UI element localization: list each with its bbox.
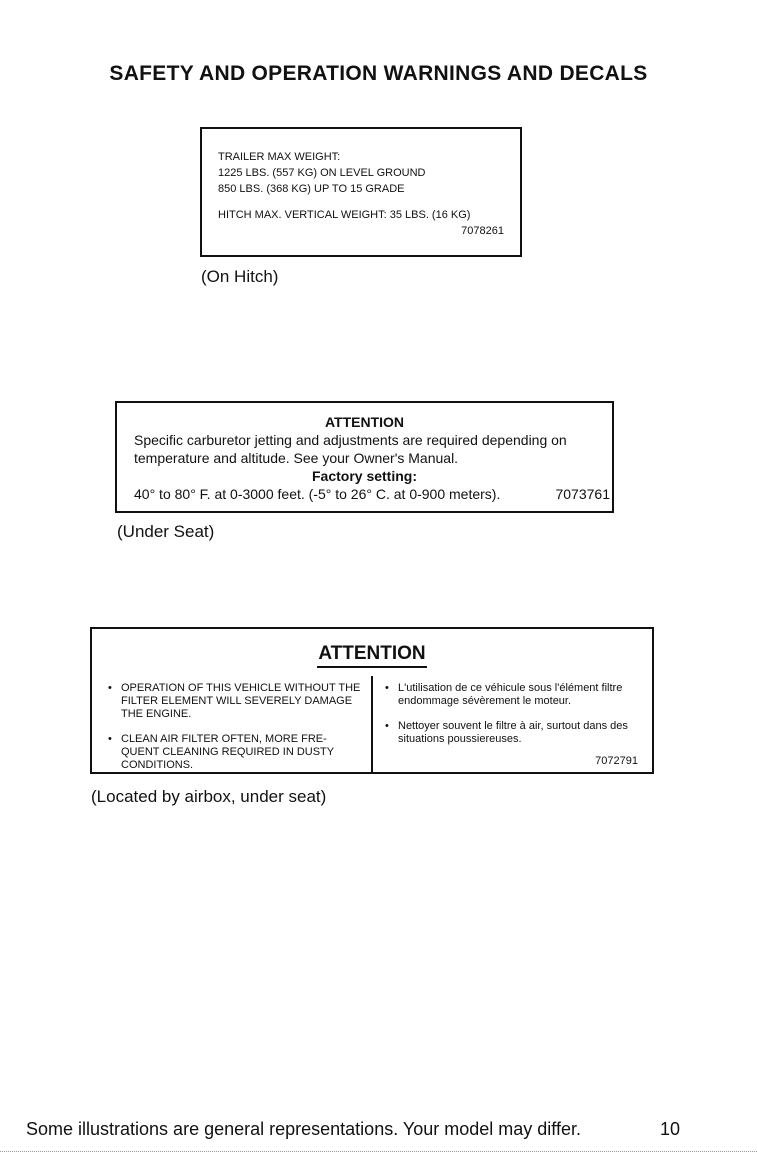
decal-line: TRAILER MAX WEIGHT: (218, 151, 341, 163)
column-divider (371, 676, 373, 772)
decal-line: 1225 LBS. (557 KG) ON LEVEL GROUND (218, 167, 426, 179)
hitch-weight-decal (200, 127, 522, 257)
decal-line: HITCH MAX. VERTICAL WEIGHT: 35 LBS. (16 KG) (218, 209, 471, 221)
decal-heading: ATTENTION (324, 414, 405, 430)
decal-subheading: Factory setting: (311, 468, 417, 484)
warning-item: • L'utilisation de ce véhicule sous l'élément filtre endommage sévèrement le moteur. (385, 682, 641, 708)
warning-item: • OPERATION OF THIS VEHICLE WITHOUT THE FILTER ELEMENT WILL SEVERELY DAMAGE THE ENGINE. (108, 682, 363, 721)
decal-part-number: 7078261 (461, 225, 504, 237)
french-warnings (385, 682, 641, 758)
decal-line: 850 LBS. (368 KG) UP TO 15 GRADE (218, 183, 405, 195)
page-number: 10 (660, 1119, 681, 1139)
bottom-rule (0, 1151, 757, 1152)
warning-item: • CLEAN AIR FILTER OFTEN, MORE FRE-QUENT CLEANING REQUIRED IN DUSTY CONDITIONS. (108, 733, 363, 772)
decal-heading: ATTENTION (317, 643, 426, 668)
page-title: SAFETY AND OPERATION WARNINGS AND DECALS (109, 62, 648, 85)
warning-item: • Nettoyer souvent le filtre à air, surtout dans des situations poussiereuses. (385, 720, 641, 746)
hitch-decal-caption: (On Hitch) (201, 267, 279, 286)
footer-note: Some illustrations are general representations. Your model may differ. (26, 1119, 581, 1139)
airbox-decal-caption: (Located by airbox, under seat) (91, 787, 327, 806)
decal-line: Specific carburetor jetting and adjustments are required depending on (134, 432, 567, 448)
carburetor-attention-decal (115, 401, 614, 513)
seat-decal-caption: (Under Seat) (117, 522, 215, 541)
decal-line: 40° to 80° F. at 0-3000 feet. (-5° to 26° C. at 0-900 meters). (134, 486, 501, 502)
decal-part-number: 7073761 (555, 486, 610, 502)
decal-part-number: 7072791 (595, 755, 638, 767)
english-warnings (108, 682, 363, 784)
decal-line: temperature and altitude. See your Owner's Manual. (134, 450, 459, 466)
air-filter-attention-decal (90, 627, 654, 774)
